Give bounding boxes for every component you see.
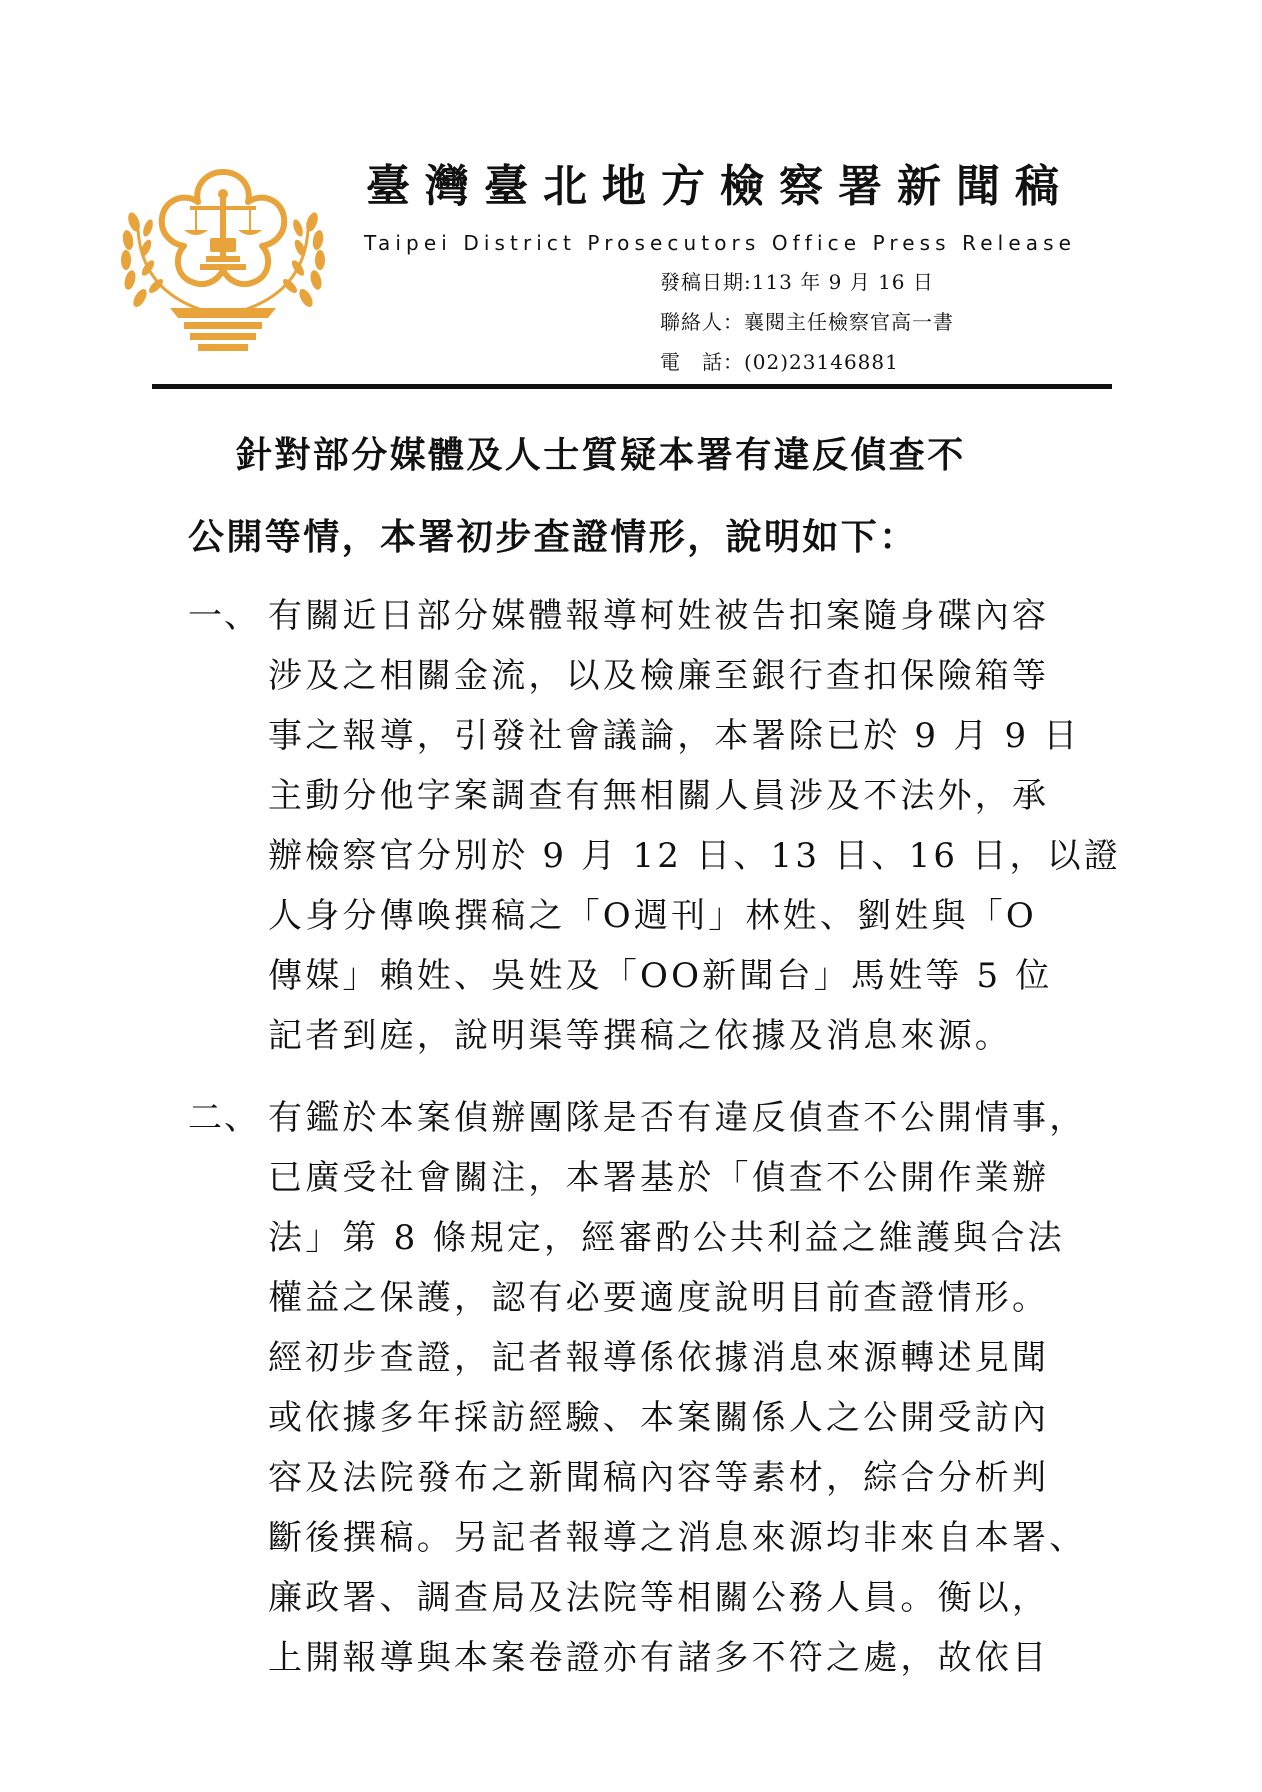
header-divider xyxy=(152,384,1112,389)
headline-line-1: 針對部分媒體及人士質疑本署有違反偵查不 xyxy=(236,434,966,476)
body-line: 辦檢察官分別於 9 月 12 日、13 日、16 日，以證 xyxy=(268,836,1122,876)
contact-phone: 電 話：(02)23146881 xyxy=(660,350,899,374)
body-line: 主動分他字案調查有無相關人員涉及不法外，承 xyxy=(268,776,1050,816)
headline-line-2: 公開等情，本署初步查證情形，說明如下： xyxy=(188,516,918,558)
body-line: 有鑑於本案偵辦團隊是否有違反偵查不公開情事， xyxy=(268,1098,1087,1138)
prosecutors-office-logo xyxy=(112,160,334,360)
body-line: 人身分傳喚撰稿之「O週刊」林姓、劉姓與「O xyxy=(268,896,1037,936)
press-release-headline xyxy=(188,414,1088,578)
section-number: 一、 xyxy=(188,596,260,636)
body-line: 或依據多年採訪經驗、本案關係人之公開受訪內 xyxy=(268,1398,1050,1438)
release-meta xyxy=(660,262,1140,382)
body-line: 有關近日部分媒體報導柯姓被告扣案隨身碟內容 xyxy=(268,596,1050,636)
release-date: 發稿日期:113 年 9 月 16 日 xyxy=(660,270,934,294)
body-line: 已廣受社會關注，本署基於「偵查不公開作業辦 xyxy=(268,1158,1050,1198)
section-number: 二、 xyxy=(188,1098,260,1138)
body-line: 經初步查證，記者報導係依據消息來源轉述見聞 xyxy=(268,1338,1050,1378)
body-line: 法」第 8 條規定，經審酌公共利益之維護與合法 xyxy=(268,1218,1065,1258)
body-line: 廉政署、調查局及法院等相關公務人員。衡以， xyxy=(268,1578,1050,1618)
body-line: 權益之保護，認有必要適度說明目前查證情形。 xyxy=(268,1278,1050,1318)
body-line: 記者到庭，說明渠等撰稿之依據及消息來源。 xyxy=(268,1016,1012,1056)
body-line: 事之報導，引發社會議論，本署除已於 9 月 9 日 xyxy=(268,716,1081,756)
organization-title: 臺灣臺北地方檢察署新聞稿 xyxy=(366,161,1074,212)
scales-of-justice-icon xyxy=(112,160,334,360)
section-body xyxy=(268,586,1121,1066)
body-line: 上開報導與本案卷證亦有諸多不符之處，故依目 xyxy=(268,1638,1050,1678)
organization-subtitle-english: Taipei District Prosecutors Office Press Release xyxy=(364,231,1077,255)
body-line: 容及法院發布之新聞稿內容等素材，綜合分析判 xyxy=(268,1458,1050,1498)
section-body xyxy=(268,1088,1086,1688)
body-line: 涉及之相關金流，以及檢廉至銀行查扣保險箱等 xyxy=(268,656,1050,696)
body-line: 傳媒」賴姓、吳姓及「OO新聞台」馬姓等 5 位 xyxy=(268,956,1053,996)
contact-person: 聯絡人：襄閱主任檢察官高一書 xyxy=(660,310,954,334)
body-line: 斷後撰稿。另記者報導之消息來源均非來自本署、 xyxy=(268,1518,1087,1558)
